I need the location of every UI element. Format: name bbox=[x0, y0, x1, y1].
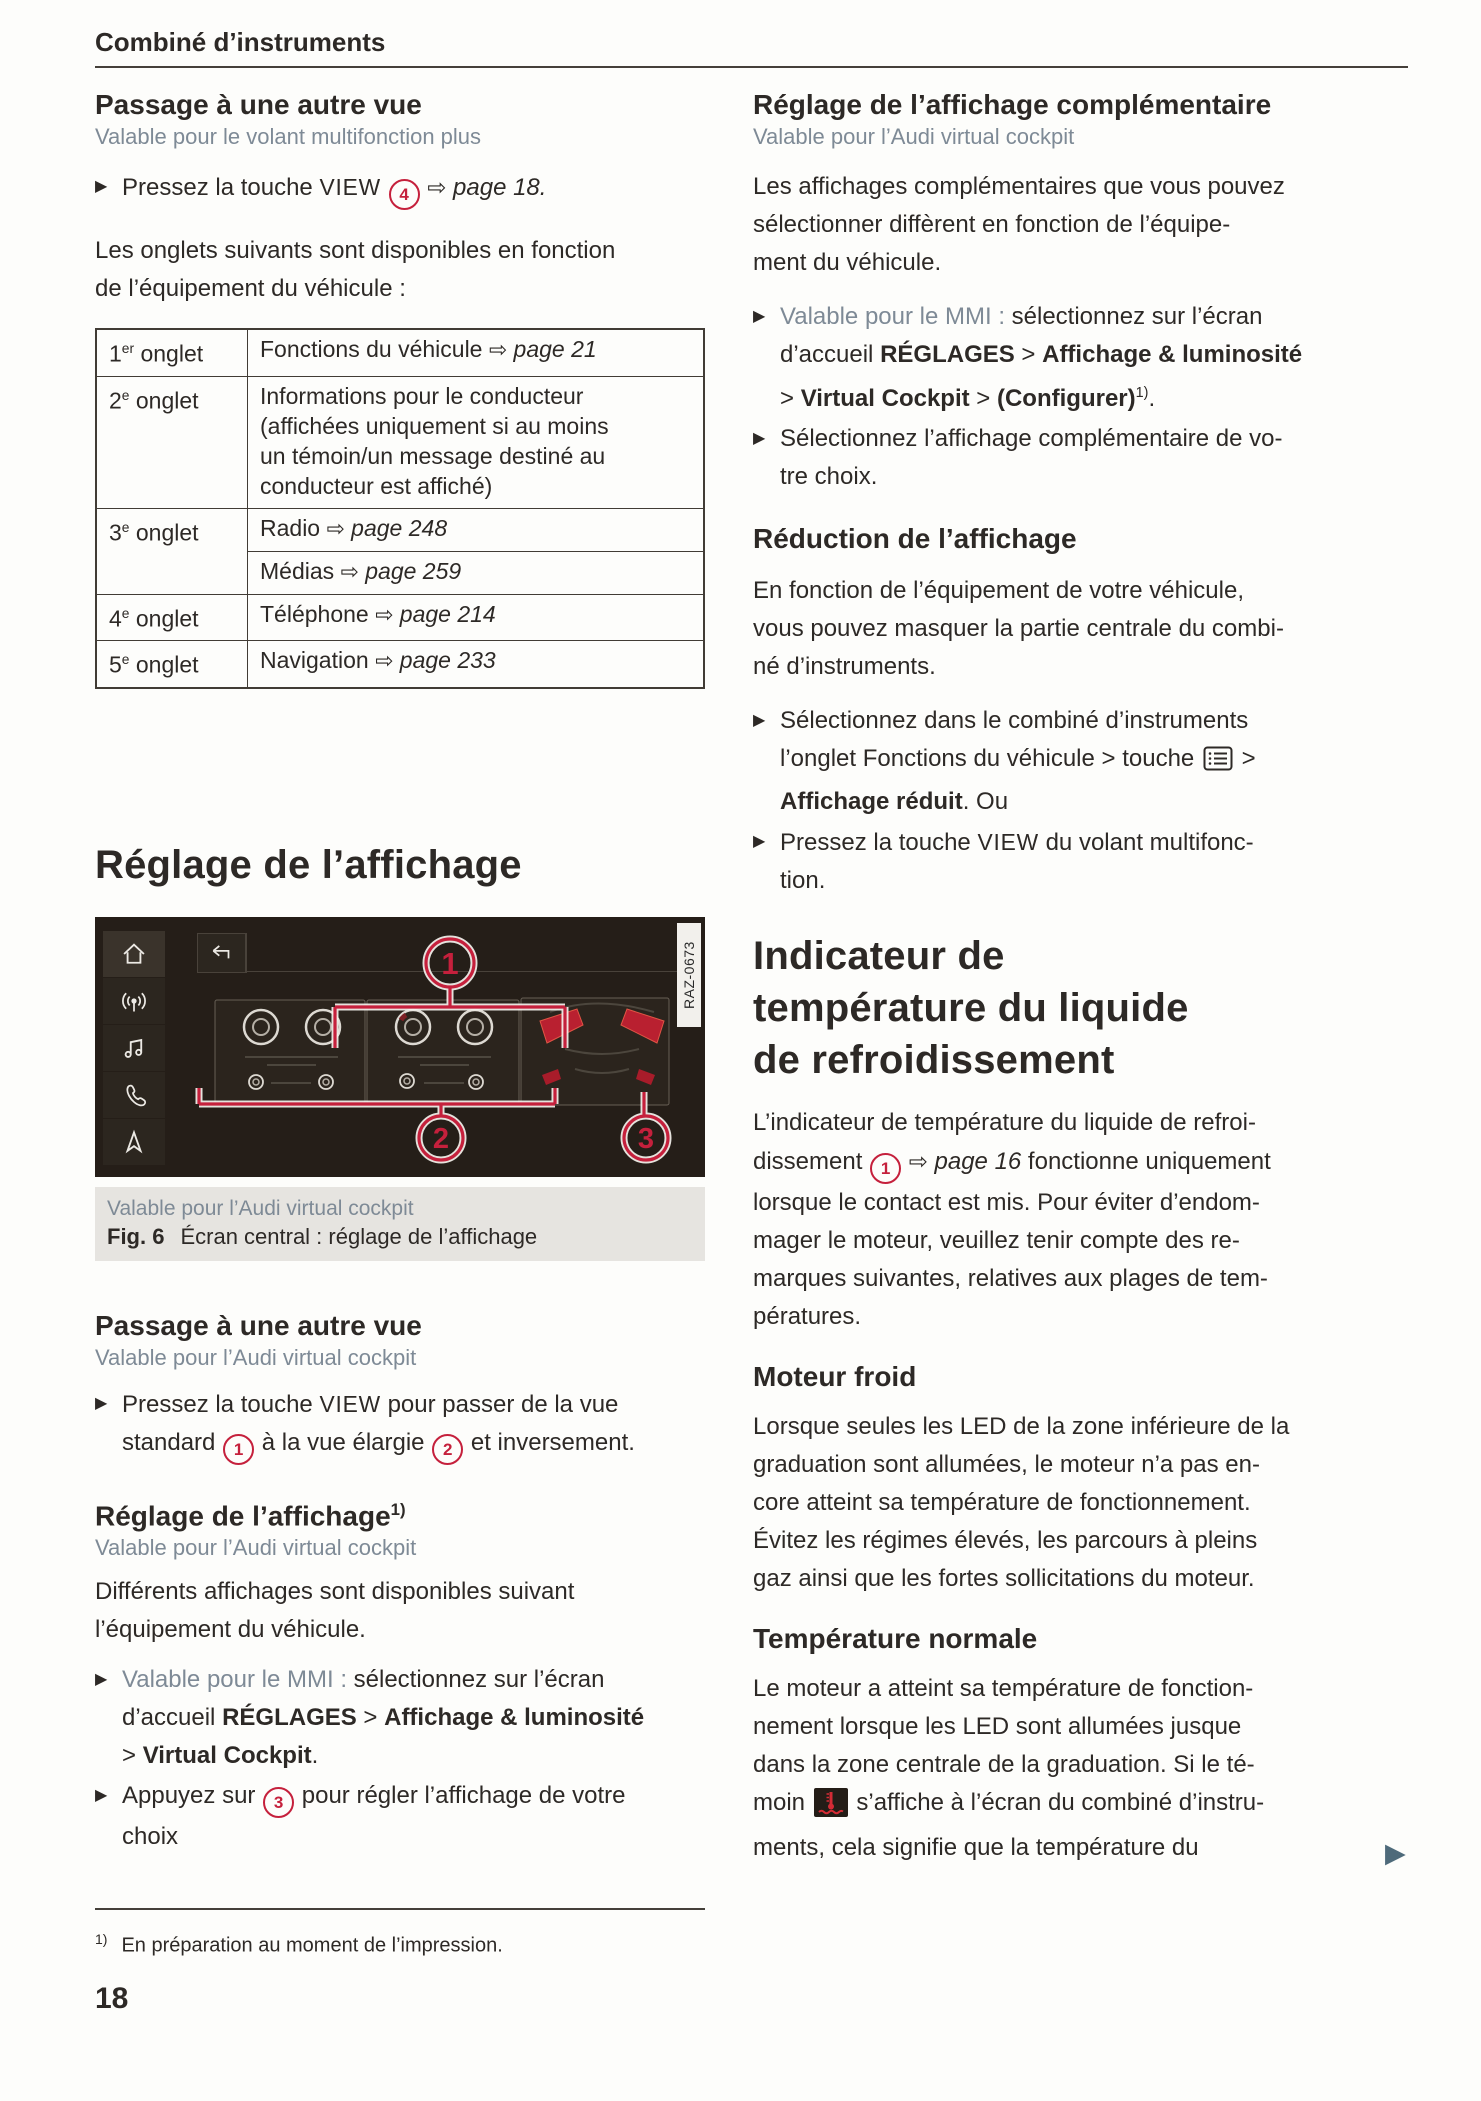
table-cell-desc: Téléphone ⇨ page 214 bbox=[248, 594, 705, 641]
paragraph: Les affichages complémentaires que vous pouvez sélectionner diffèrent en fonction de l’équipe- ment du véhicule. bbox=[753, 173, 1285, 276]
figure-caption bbox=[95, 1187, 705, 1261]
intro-paragraph: Les onglets suivants sont disponibles en fonction de l’équipement du véhicule : bbox=[95, 237, 616, 302]
table-cell-tab: 3e onglet bbox=[96, 508, 248, 594]
right-column bbox=[753, 88, 1408, 1867]
bullet-triangle-icon: ▶ bbox=[95, 178, 108, 195]
figure-number: Fig. 6 bbox=[107, 1223, 165, 1249]
chapter-heading: Réglage de l’affichage bbox=[95, 842, 522, 887]
paragraph: Lorsque seules les LED de la zone inférieure de la graduation sont allumées, le moteur n’a pas en- core atteint sa température de fonctionnement. Évitez les régimes élevés, les parcours à pleins gaz ainsi que les fortes sollicitations du moteur. bbox=[753, 1413, 1290, 1592]
instruction-item bbox=[95, 1385, 705, 1465]
bullet-triangle-icon: ▶ bbox=[753, 308, 766, 325]
section-heading: Réglage de l’affichage complémentaire bbox=[753, 89, 1272, 120]
instruction-item bbox=[753, 298, 1408, 418]
paragraph: Le moteur a atteint sa température de fonction- nement lorsque les LED sont allumées jusque dans la zone centrale de la graduation. Si le té- moin s’affiche à l’écran du combiné d’instru- ments, cela signifie que la température du bbox=[753, 1675, 1265, 1861]
table-cell-desc: Navigation ⇨ page 233 bbox=[248, 641, 705, 688]
section-heading: Réduction de l’affichage bbox=[753, 523, 1077, 554]
page-number: 18 bbox=[95, 1982, 129, 2015]
footnote-marker: 1) bbox=[95, 1931, 108, 1947]
instruction-item bbox=[95, 1661, 705, 1775]
section-heading: Température normale bbox=[753, 1623, 1038, 1654]
footnote-text: En préparation au moment de l’impression. bbox=[121, 1934, 503, 1957]
left-column bbox=[95, 88, 705, 1856]
paragraph: En fonction de l’équipement de votre véhicule, vous pouvez masquer la partie centrale du combi- né d’instruments. bbox=[753, 577, 1284, 680]
instruction-text: Pressez la touche VIEW pour passer de la vue standard 1 à la vue élargie 2 et inversement. bbox=[122, 1385, 705, 1465]
callout-1: 1 bbox=[441, 945, 459, 981]
table-cell-tab: 5e onglet bbox=[96, 641, 248, 688]
section-heading: Moteur froid bbox=[753, 1361, 917, 1392]
instruction-text: Pressez la touche VIEW 4 ⇨ page 18. bbox=[122, 168, 705, 210]
figure-validity: Valable pour l’Audi virtual cockpit bbox=[107, 1196, 414, 1220]
instruction-item bbox=[95, 1777, 705, 1856]
bullet-triangle-icon: ▶ bbox=[95, 1394, 108, 1412]
instruction-item bbox=[95, 168, 705, 210]
table-row bbox=[96, 641, 704, 688]
footnote bbox=[95, 1926, 503, 1959]
table-cell-desc: Fonctions du véhicule ⇨ page 21 bbox=[248, 329, 705, 376]
table-cell-desc: Radio ⇨ page 248 bbox=[248, 508, 705, 551]
instruction-text: Valable pour le MMI : sélectionnez sur l’écran d’accueil RÉGLAGES > Affichage & luminosité > Virtual Cockpit. bbox=[122, 1666, 645, 1770]
section-validity: Valable pour l’Audi virtual cockpit bbox=[753, 124, 1075, 149]
figure-mmi-screen bbox=[95, 917, 705, 1177]
instruction-item bbox=[753, 702, 1408, 821]
section-heading: Passage à une autre vue bbox=[95, 1309, 422, 1341]
instruction-text: Sélectionnez dans le combiné d’instruments l’onglet Fonctions du véhicule > touche > Affichage réduit. Ou bbox=[780, 707, 1256, 815]
section-validity: Valable pour l’Audi virtual cockpit bbox=[95, 1344, 417, 1370]
instruction-text: Appuyez sur 3 pour régler l’affichage de votre choix bbox=[122, 1782, 626, 1851]
tabs-table bbox=[95, 328, 705, 689]
table-row bbox=[96, 329, 704, 376]
coolant-warning-icon bbox=[814, 1788, 848, 1829]
bullet-triangle-icon: ▶ bbox=[95, 1671, 108, 1689]
table-cell-tab: 4e onglet bbox=[96, 594, 248, 641]
callout-2: 2 bbox=[432, 1122, 450, 1155]
instruction-text: Valable pour le MMI : sélectionnez sur l’écran d’accueil RÉGLAGES > Affichage & luminosité > Virtual Cockpit > (Configurer)$^{1)}$. bbox=[780, 303, 1303, 412]
paragraph: Différents affichages sont disponibles suivant l’équipement du véhicule. bbox=[95, 1578, 575, 1644]
footnote-divider bbox=[95, 1908, 705, 1910]
instruction-text: Pressez la touche VIEW du volant multifonc- tion. bbox=[780, 829, 1254, 894]
table-row bbox=[96, 508, 704, 551]
chapter-heading: Indicateur de température du liquide de refroidissement bbox=[753, 934, 1189, 1082]
section-heading: Passage à une autre vue bbox=[95, 89, 422, 120]
bullet-triangle-icon: ▶ bbox=[753, 833, 766, 850]
figure-reference-code: RAZ-0673 bbox=[677, 923, 701, 1027]
section-validity: Valable pour le volant multifonction plus bbox=[95, 124, 482, 149]
list-button-icon bbox=[1203, 745, 1233, 783]
figure-caption-text: Fig. 6 Écran central : réglage de l’affichage bbox=[107, 1223, 538, 1249]
table-cell-tab: 1er onglet bbox=[96, 329, 248, 376]
instruction-item bbox=[753, 823, 1408, 900]
bullet-triangle-icon: ▶ bbox=[753, 712, 766, 729]
section-validity: Valable pour l’Audi virtual cockpit bbox=[95, 1535, 417, 1561]
section-heading: Réglage de l’affichage$^{1)}$ bbox=[95, 1499, 406, 1532]
paragraph: L’indicateur de température du liquide de refroi- dissement 1 ⇨ page 16 fonctionne uniquement lorsque le contact est mis. Pour éviter d’endom- mager le moteur, veuillez tenir compte des re- marques suivantes, relatives aux plages de tem- pératures. bbox=[753, 1109, 1271, 1330]
instruction-item bbox=[753, 420, 1408, 496]
page-continuation-icon: ▶ bbox=[1385, 1838, 1406, 1868]
bullet-triangle-icon: ▶ bbox=[95, 1787, 108, 1805]
table-cell-desc: Médias ⇨ page 259 bbox=[248, 551, 705, 594]
table-row bbox=[96, 376, 704, 508]
table-row bbox=[96, 594, 704, 641]
table-cell-desc: Informations pour le conducteur (affichées uniquement si au moins un témoin/un message destiné au conducteur est affiché) bbox=[248, 376, 705, 508]
figure-annotation-layer bbox=[95, 917, 705, 1177]
table-cell-tab: 2e onglet bbox=[96, 376, 248, 508]
header-divider bbox=[95, 66, 1408, 68]
page-title: Combiné d’instruments bbox=[95, 27, 386, 57]
instruction-text: Sélectionnez l’affichage complémentaire de vo- tre choix. bbox=[780, 425, 1283, 490]
callout-3: 3 bbox=[637, 1122, 655, 1155]
bullet-triangle-icon: ▶ bbox=[753, 430, 766, 447]
